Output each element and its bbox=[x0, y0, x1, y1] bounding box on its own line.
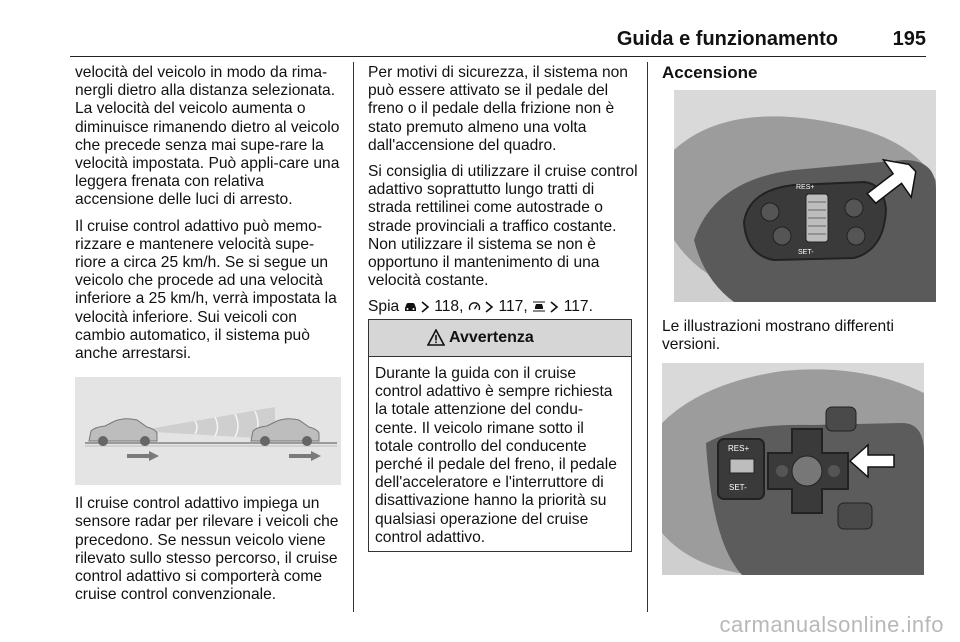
res-label: RES+ bbox=[796, 184, 815, 192]
steering-wheel-image-1 bbox=[674, 90, 936, 302]
spia-label: Spia bbox=[368, 298, 400, 316]
cruise-control-indicator-icon bbox=[468, 301, 481, 313]
col2-paragraph-1: Per motivi di sicurezza, il sistema non può essere attivato se il pedale del freno o il pedale della frizione non è stato premuto almeno una volta dall'accensione del quadro. bbox=[368, 64, 628, 154]
column-3 bbox=[662, 64, 928, 575]
warning-text: Durante la guida con il cruise control adattivo è sempre richiesta la totale attenzione del condu-cente. Il veicolo rimane sotto il totale controllo del conducente perché il pedale del freno, il pedale dell'acceleratore e l'interruttore di disattivazione hanno la priorità su qualsiasi operazione del cruise control adattivo. bbox=[375, 365, 617, 546]
column-divider-2 bbox=[647, 62, 648, 612]
watermark: carmanualsonline.info bbox=[719, 612, 944, 637]
res-label: RES+ bbox=[728, 443, 750, 453]
page-reference-arrow-icon bbox=[550, 301, 559, 313]
vehicle-ahead-indicator-icon bbox=[532, 301, 546, 313]
warning-title: Avvertenza bbox=[449, 329, 534, 346]
col1-paragraph-3: Il cruise control adattivo impiega un sensore radar per rilevare i veicoli che precedono. Se nessun veicolo viene rilevato sullo stesso percorso, il cruise control adattivo si comporterà come cruise control convenzionale. bbox=[75, 495, 339, 604]
warning-box bbox=[368, 319, 632, 552]
section-heading: Accensione bbox=[662, 63, 758, 82]
page-reference-1: 118, bbox=[434, 298, 464, 316]
column-2 bbox=[368, 64, 638, 325]
page-reference-arrow-icon bbox=[485, 301, 494, 313]
radar-illustration bbox=[75, 377, 341, 485]
section-title: Guida e funzionamento bbox=[616, 28, 838, 50]
set-label: SET- bbox=[729, 482, 747, 492]
page-reference-3: 117. bbox=[563, 298, 593, 316]
images-caption: Le illustrazioni mostrano differenti versioni. bbox=[662, 318, 895, 354]
col1-paragraph-2: Il cruise control adattivo può memo-rizzare e mantenere velocità supe-riore a circa 25 km/h. Se si segue un veicolo che procede ad una velocità inferiore a 25 km/h, verrà impostata la velocità inferiore. Sui veicoli con cambio automatico, il sistema può anche arrestarsi. bbox=[75, 217, 337, 363]
steering-wheel-image-2 bbox=[662, 363, 924, 575]
warning-icon bbox=[427, 329, 445, 346]
page-number: 195 bbox=[892, 28, 926, 50]
set-label: SET- bbox=[798, 249, 814, 257]
page-header bbox=[70, 26, 926, 57]
col1-paragraph-1: velocità del veicolo in modo da rima-nergli dietro alla distanza selezionata. La velocità del veicolo aumenta o diminuisce rimanendo dietro al veicolo che precede senza mai supe-rare la velocità impostata. Può appli-care una leggera frenata con relativa accensione delle luci di arresto. bbox=[75, 64, 340, 209]
column-1 bbox=[75, 64, 341, 612]
warning-header bbox=[369, 320, 631, 357]
col2-paragraph-2: Si consiglia di utilizzare il cruise control adattivo soprattutto lungo tratti di strada rettilinei come autostrade o strade provinciali a traffico costante. Non utilizzare il sistema se non è opportuno il mantenimento di una velocità costante. bbox=[368, 163, 638, 290]
indicator-references bbox=[368, 298, 638, 316]
page-reference-2: 117, bbox=[498, 298, 528, 316]
column-divider-1 bbox=[353, 62, 354, 612]
car-indicator-icon bbox=[404, 301, 417, 313]
page-reference-arrow-icon bbox=[421, 301, 430, 313]
